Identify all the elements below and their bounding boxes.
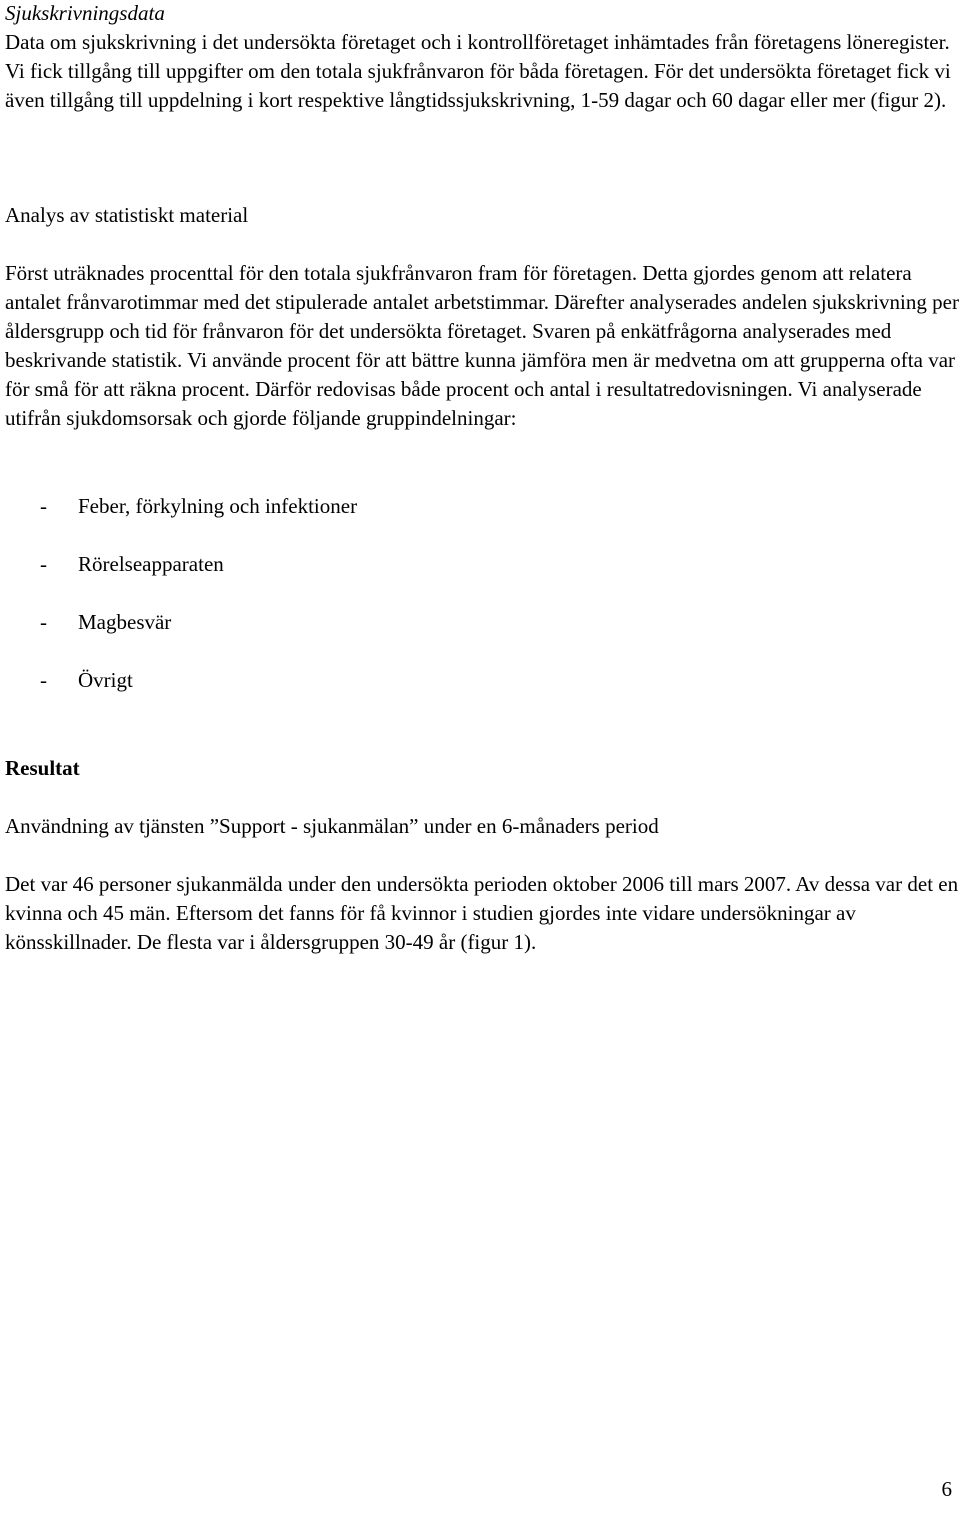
list-item-text: Övrigt <box>78 668 133 692</box>
list-item <box>40 492 357 521</box>
list-dash: - <box>40 610 47 634</box>
section-heading-analys: Analys av statistiskt material <box>5 203 249 227</box>
section-heading-sjukskrivningsdata: Sjukskrivningsdata <box>5 1 165 25</box>
list-item <box>40 666 133 695</box>
section-heading-resultat: Resultat <box>5 756 80 780</box>
list-item-text: Rörelseapparaten <box>78 552 224 576</box>
paragraph-analys: Först uträknades procenttal för den totala sjukfrånvaron fram för företagen. Detta gjordes genom att relatera antalet frånvarotimmar med det stipulerade antalet arbetstimmar. Därefter analyserades andelen sjukskrivning per åldersgrupp och tid för frånvaron för det undersökta företaget. Svaren på enkätfrågorna analyserades med beskrivande statistik. Vi använde procent för att bättre kunna jämföra men är medvetna om att grupperna ofta var för små för att räkna procent. Därför redovisas både procent och antal i resultatredovisningen. Vi analyserade utifrån sjukdomsorsak och gjorde följande gruppindelningar: <box>5 261 959 430</box>
subheading-anvandning: Användning av tjänsten ”Support - sjukanmälan” under en 6-månaders period <box>5 814 659 838</box>
list-dash: - <box>40 552 47 576</box>
paragraph-sjukskrivningsdata: Data om sjukskrivning i det undersökta företaget och i kontrollföretaget inhämtades från företagens löneregister. Vi fick tillgång till uppgifter om den totala sjukfrånvaron för båda företagen. För det undersökta företaget fick vi även tillgång till uppdelning i kort respektive långtidssjukskrivning, 1-59 dagar och 60 dagar eller mer (figur 2). <box>5 30 951 112</box>
list-item <box>40 608 171 637</box>
list-item-text: Feber, förkylning och infektioner <box>78 494 358 518</box>
paragraph-resultat: Det var 46 personer sjukanmälda under den undersökta perioden oktober 2006 till mars 2007. Av dessa var det en kvinna och 45 män. Eftersom det fanns för få kvinnor i studien gjordes inte vidare undersökningar av könsskillnader. De flesta var i åldersgruppen 30-49 år (figur 1). <box>5 872 959 954</box>
list-dash: - <box>40 668 47 692</box>
list-item-text: Magbesvär <box>78 610 172 634</box>
list-dash: - <box>40 494 47 518</box>
list-item <box>40 550 224 579</box>
page-number: 6 <box>941 1477 952 1501</box>
